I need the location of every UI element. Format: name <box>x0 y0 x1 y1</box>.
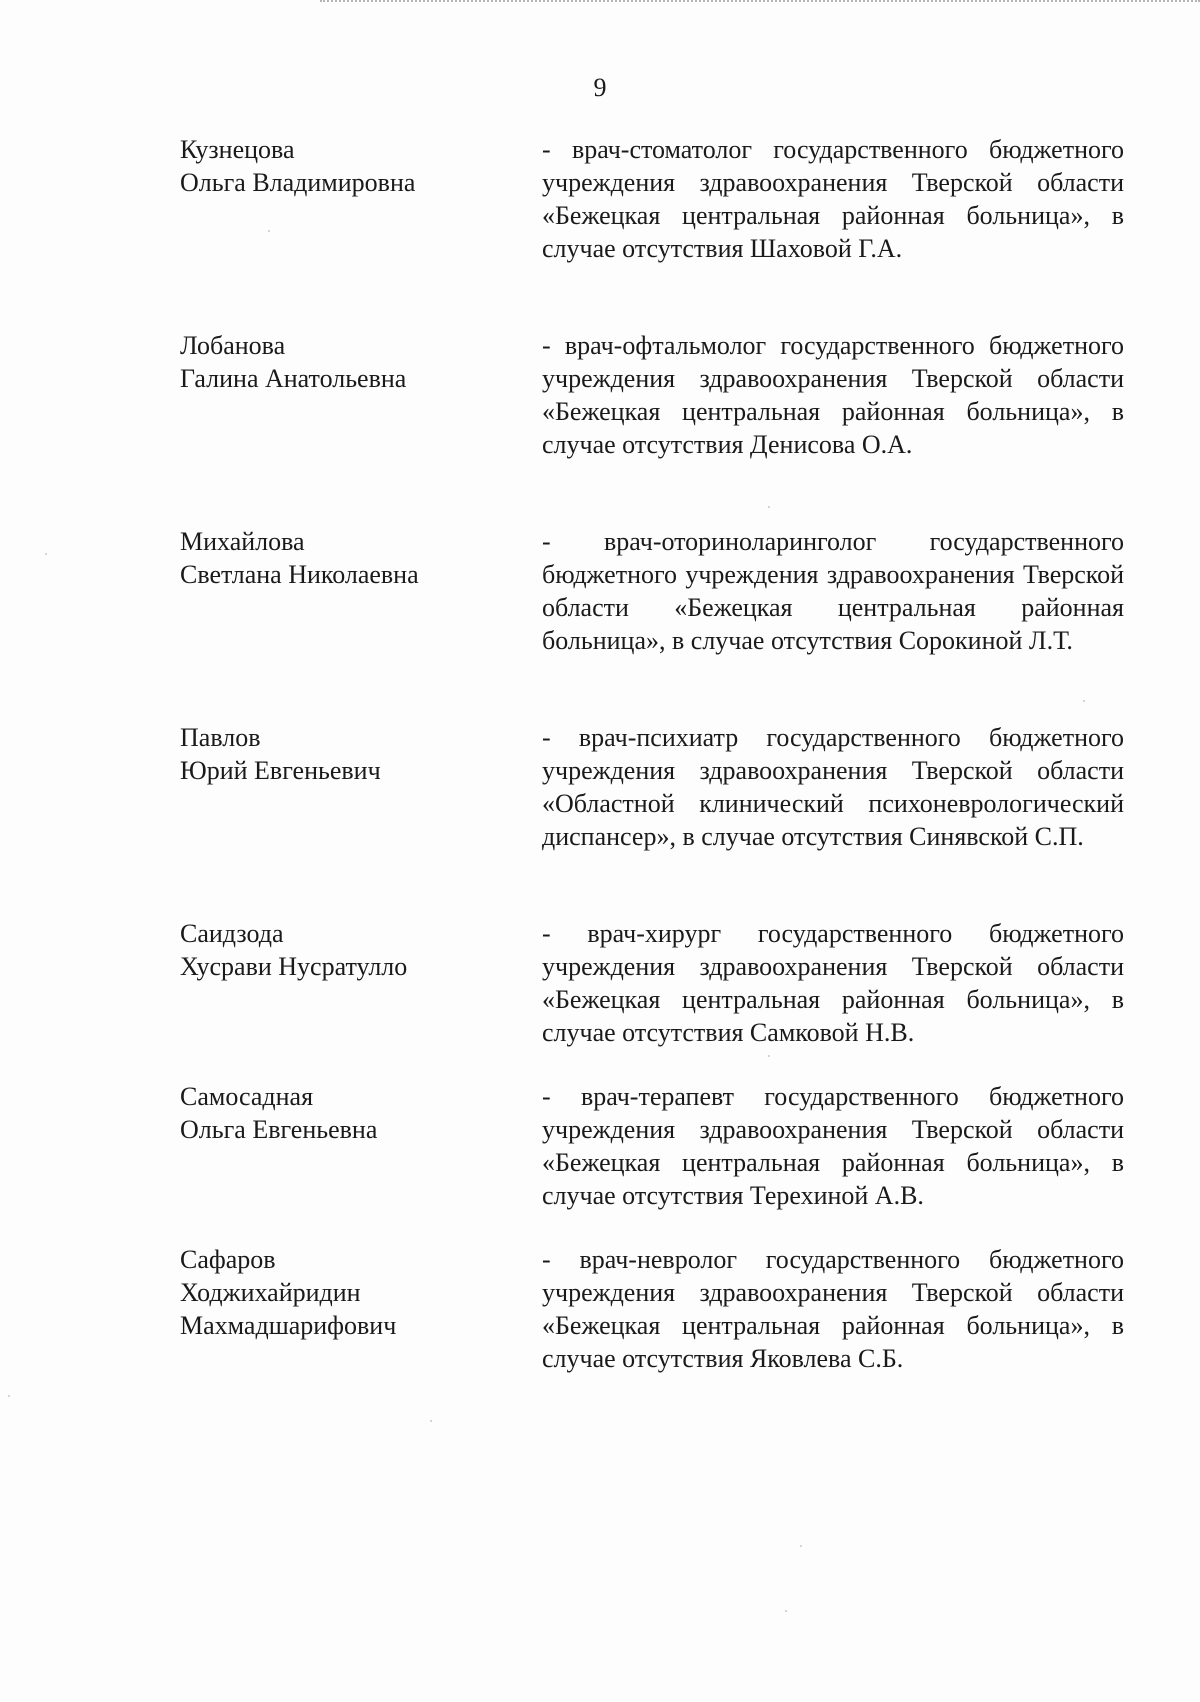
person-given-names: Светлана Николаевна <box>180 560 419 589</box>
person-position: - врач-хирург государственного бюджетного учреждения здравоохранения Тверской области «Бежецкая центральная районная больница», в случае отсутствия Самковой Н.В. <box>542 919 1124 1047</box>
scan-edge-line <box>320 0 1200 4</box>
person-position: - врач-стоматолог государственного бюджетного учреждения здравоохранения Тверской области «Бежецкая центральная районная больница», в случае отсутствия Шаховой Г.А. <box>542 135 1124 263</box>
scan-speck <box>800 1545 802 1547</box>
person-given-names: Ольга Владимировна <box>180 168 416 197</box>
scan-speck <box>45 553 47 555</box>
person-name <box>180 133 510 199</box>
scan-speck <box>268 230 270 232</box>
scan-speck <box>785 1610 787 1612</box>
person-surname: Самосадная <box>180 1082 314 1111</box>
person-surname: Лобанова <box>180 331 286 360</box>
person-position: - врач-психиатр государственного бюджетного учреждения здравоохранения Тверской области «Областной клинический психоневрологический диспансер», в случае отсутствия Синявской С.П. <box>542 723 1124 851</box>
person-surname: Саидзода <box>180 919 284 948</box>
scan-speck <box>430 1420 432 1422</box>
scan-speck <box>768 506 770 508</box>
person-given-names: Хусрави Нусратулло <box>180 952 408 981</box>
person-position: - врач-офтальмолог государственного бюджетного учреждения здравоохранения Тверской области «Бежецкая центральная районная больница», в случае отсутствия Денисова О.А. <box>542 331 1124 459</box>
person-given-names: Ольга Евгеньевна <box>180 1115 378 1144</box>
person-given-names: Юрий Евгеньевич <box>180 756 381 785</box>
person-given-names: Ходжихайридин <box>180 1278 361 1307</box>
person-name <box>180 721 510 787</box>
scan-speck <box>8 1395 10 1397</box>
scan-speck <box>1083 700 1085 702</box>
person-position: - врач-невролог государственного бюджетного учреждения здравоохранения Тверской области «Бежецкая центральная районная больница», в случае отсутствия Яковлева С.Б. <box>542 1245 1124 1373</box>
person-surname: Михайлова <box>180 527 305 556</box>
person-name <box>180 917 510 983</box>
person-surname: Кузнецова <box>180 135 295 164</box>
person-surname: Павлов <box>180 723 261 752</box>
scan-speck <box>768 1055 770 1057</box>
page-number: 9 <box>593 73 607 102</box>
person-name <box>180 1080 510 1146</box>
person-patronymic: Махмадшарифович <box>180 1311 397 1340</box>
person-surname: Сафаров <box>180 1245 276 1274</box>
person-given-names: Галина Анатольевна <box>180 364 407 393</box>
person-name <box>180 525 510 591</box>
person-position: - врач-оториноларинголог государственного бюджетного учреждения здравоохранения Тверской области «Бежецкая центральная районная больница», в случае отсутствия Сорокиной Л.Т. <box>542 527 1124 655</box>
person-position: - врач-терапевт государственного бюджетного учреждения здравоохранения Тверской области «Бежецкая центральная районная больница», в случае отсутствия Терехиной А.В. <box>542 1082 1124 1210</box>
person-name <box>180 329 510 395</box>
person-name <box>180 1243 510 1342</box>
